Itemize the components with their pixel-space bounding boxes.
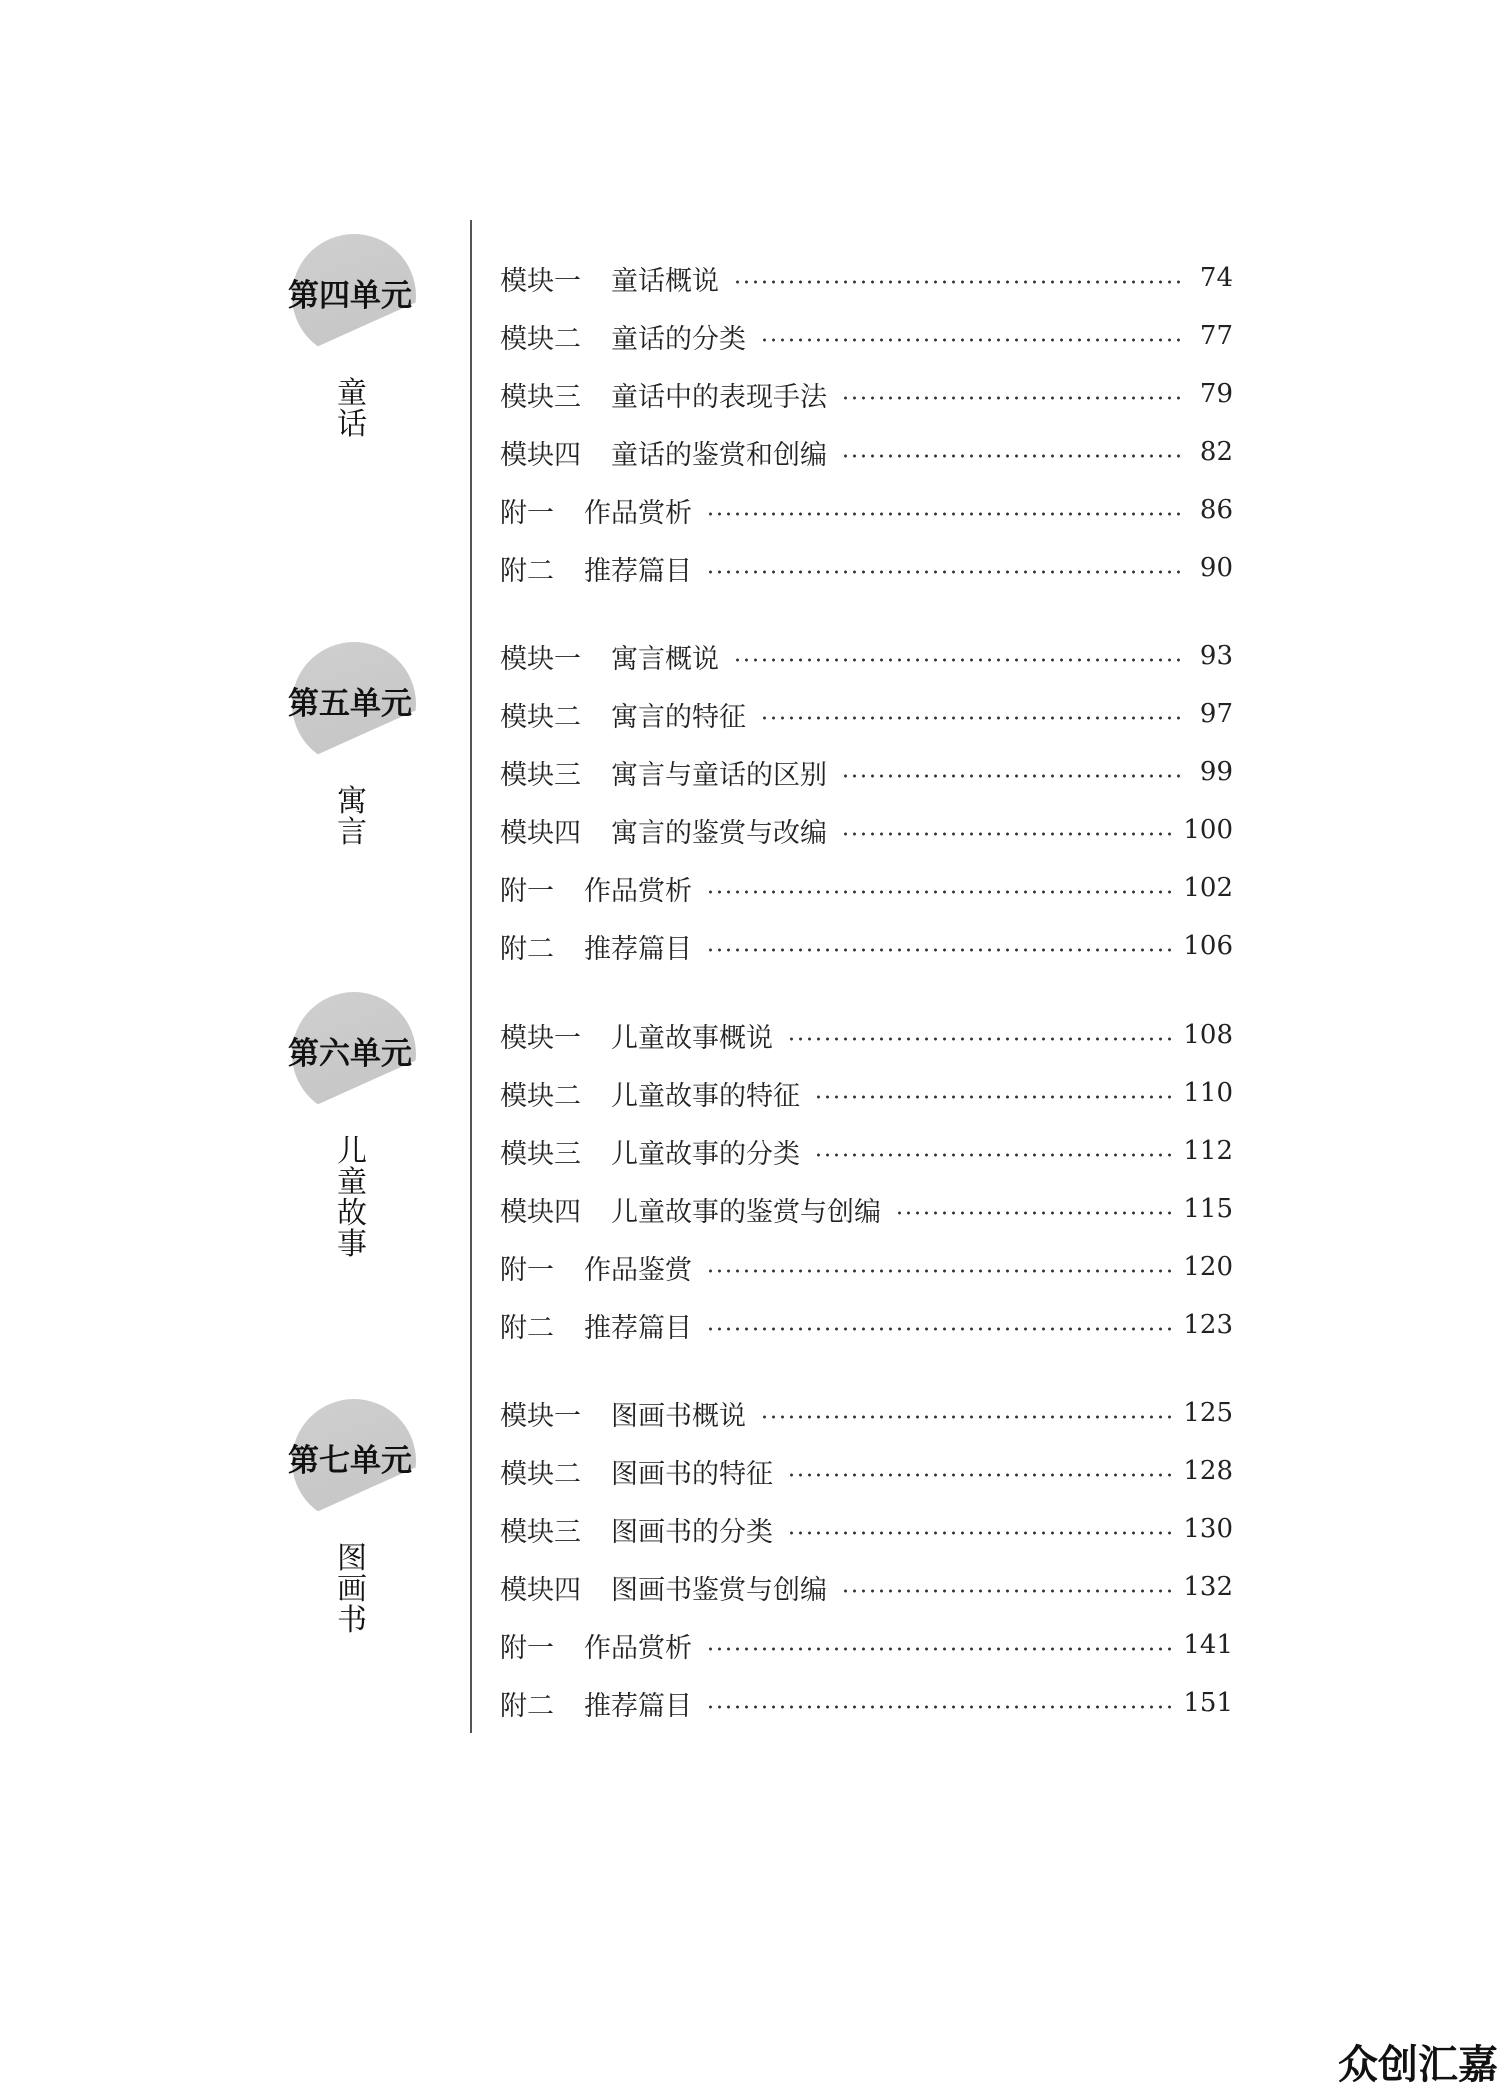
unit-label: 第七单元: [288, 1443, 412, 1479]
entry-page: 106: [1183, 931, 1233, 961]
entry-prefix: 附一: [500, 1632, 554, 1664]
entry-title: 儿童故事概说: [611, 1022, 773, 1054]
dot-leader: [787, 1037, 1171, 1041]
entry-page: 102: [1183, 873, 1233, 903]
entry-prefix: 模块四: [500, 817, 581, 849]
entry-prefix: 模块二: [500, 701, 581, 733]
entry-page: 108: [1183, 1020, 1233, 1050]
entry-page: 141: [1183, 1630, 1233, 1660]
dot-leader: [841, 396, 1181, 400]
toc-entry[interactable]: [500, 917, 1233, 975]
entry-title: 作品赏析: [584, 1632, 692, 1664]
entry-prefix: 模块一: [500, 1022, 581, 1054]
toc-entry[interactable]: [500, 423, 1233, 481]
toc-entry[interactable]: [500, 1442, 1233, 1500]
toc-group-unit-7: [500, 1384, 1233, 1732]
dot-leader: [841, 1589, 1171, 1593]
entry-title: 作品赏析: [584, 497, 692, 529]
toc-entry[interactable]: [500, 859, 1233, 917]
unit-heading-6: [282, 992, 432, 1260]
entry-prefix: 附一: [500, 1254, 554, 1286]
entry-prefix: 模块一: [500, 265, 581, 297]
unit-label: 第四单元: [288, 278, 412, 314]
toc-entry[interactable]: [500, 1616, 1233, 1674]
entry-title: 寓言的鉴赏与改编: [611, 817, 827, 849]
entry-page: 130: [1183, 1514, 1233, 1544]
unit-heading-4: [282, 234, 432, 440]
entry-title: 童话概说: [611, 265, 719, 297]
toc-entry[interactable]: [500, 1500, 1233, 1558]
unit-badge: [282, 1399, 432, 1519]
toc-entry[interactable]: [500, 1384, 1233, 1442]
entry-title: 图画书概说: [611, 1400, 746, 1432]
entry-page: 82: [1199, 437, 1233, 467]
entry-page: 99: [1199, 757, 1233, 787]
entry-page: 112: [1183, 1136, 1233, 1166]
entry-prefix: 模块四: [500, 439, 581, 471]
unit-subject: 寓言: [337, 784, 367, 850]
entry-prefix: 模块二: [500, 1458, 581, 1490]
entry-page: 100: [1183, 815, 1233, 845]
unit-subject: 图画书: [337, 1541, 367, 1638]
entry-prefix: 模块四: [500, 1196, 581, 1228]
entry-prefix: 模块三: [500, 759, 581, 791]
entry-page: 79: [1199, 379, 1233, 409]
entry-page: 74: [1199, 263, 1233, 293]
entry-title: 推荐篇目: [584, 933, 692, 965]
toc-entry[interactable]: [500, 801, 1233, 859]
entry-page: 120: [1183, 1252, 1233, 1282]
entry-prefix: 模块二: [500, 1080, 581, 1112]
unit-badge: [282, 992, 432, 1112]
toc-group-unit-4: [500, 249, 1233, 597]
entry-prefix: 模块三: [500, 381, 581, 413]
dot-leader: [733, 658, 1181, 662]
dot-leader: [841, 832, 1171, 836]
entry-page: 125: [1183, 1398, 1233, 1428]
entry-title: 作品赏析: [584, 875, 692, 907]
toc-entry[interactable]: [500, 481, 1233, 539]
toc-entry[interactable]: [500, 1238, 1233, 1296]
entry-page: 86: [1199, 495, 1233, 525]
entry-prefix: 附二: [500, 933, 554, 965]
dot-leader: [841, 774, 1181, 778]
toc-entry[interactable]: [500, 1122, 1233, 1180]
entry-title: 童话的鉴赏和创编: [611, 439, 827, 471]
dot-leader: [706, 1269, 1171, 1273]
dot-leader: [814, 1095, 1171, 1099]
toc-entry[interactable]: [500, 627, 1233, 685]
dot-leader: [706, 890, 1171, 894]
dot-leader: [760, 338, 1181, 342]
entry-page: 93: [1199, 641, 1233, 671]
toc-entry[interactable]: [500, 1296, 1233, 1354]
dot-leader: [706, 1647, 1171, 1651]
toc-entry[interactable]: [500, 1180, 1233, 1238]
unit-subject: 童话: [337, 376, 367, 442]
toc-entry[interactable]: [500, 1006, 1233, 1064]
entry-prefix: 模块一: [500, 1400, 581, 1432]
entry-prefix: 模块一: [500, 643, 581, 675]
entry-title: 童话中的表现手法: [611, 381, 827, 413]
entry-prefix: 附二: [500, 555, 554, 587]
entry-title: 儿童故事的分类: [611, 1138, 800, 1170]
entry-title: 推荐篇目: [584, 1312, 692, 1344]
unit-badge: [282, 642, 432, 762]
entry-title: 寓言的特征: [611, 701, 746, 733]
entry-title: 图画书的特征: [611, 1458, 773, 1490]
entry-prefix: 模块三: [500, 1138, 581, 1170]
dot-leader: [760, 1415, 1171, 1419]
entry-prefix: 模块四: [500, 1574, 581, 1606]
entry-title: 儿童故事的特征: [611, 1080, 800, 1112]
dot-leader: [706, 1705, 1171, 1709]
entry-title: 图画书的分类: [611, 1516, 773, 1548]
dot-leader: [706, 570, 1181, 574]
dot-leader: [706, 1327, 1171, 1331]
unit-subject: 儿童故事: [337, 1134, 367, 1262]
entry-page: 110: [1183, 1078, 1233, 1108]
unit-heading-7: [282, 1399, 432, 1636]
dot-leader: [760, 716, 1181, 720]
dot-leader: [787, 1473, 1171, 1477]
entry-page: 128: [1183, 1456, 1233, 1486]
entry-page: 151: [1183, 1688, 1233, 1718]
dot-leader: [706, 948, 1171, 952]
entry-prefix: 附一: [500, 875, 554, 907]
toc-group-unit-5: [500, 627, 1233, 975]
toc-entry[interactable]: [500, 1558, 1233, 1616]
toc-entry[interactable]: [500, 249, 1233, 307]
entry-title: 作品鉴赏: [584, 1254, 692, 1286]
entry-page: 123: [1183, 1310, 1233, 1340]
entry-title: 儿童故事的鉴赏与创编: [611, 1196, 881, 1228]
entry-page: 115: [1183, 1194, 1233, 1224]
entry-page: 90: [1199, 553, 1233, 583]
toc-entry[interactable]: [500, 1674, 1233, 1732]
unit-label: 第六单元: [288, 1036, 412, 1072]
entry-prefix: 模块二: [500, 323, 581, 355]
vertical-divider: [470, 220, 472, 1733]
entry-title: 推荐篇目: [584, 1690, 692, 1722]
toc-entry[interactable]: [500, 539, 1233, 597]
entry-title: 寓言与童话的区别: [611, 759, 827, 791]
dot-leader: [895, 1211, 1171, 1215]
entry-prefix: 模块三: [500, 1516, 581, 1548]
entry-prefix: 附一: [500, 497, 554, 529]
entry-prefix: 附二: [500, 1690, 554, 1722]
entry-page: 97: [1199, 699, 1233, 729]
entry-title: 童话的分类: [611, 323, 746, 355]
toc-entry[interactable]: [500, 307, 1233, 365]
dot-leader: [841, 454, 1181, 458]
dot-leader: [814, 1153, 1171, 1157]
toc-entry[interactable]: [500, 1064, 1233, 1122]
watermark-text: 众创汇嘉: [1338, 2042, 1498, 2088]
dot-leader: [706, 512, 1181, 516]
unit-badge: [282, 234, 432, 354]
entry-page: 132: [1183, 1572, 1233, 1602]
dot-leader: [733, 280, 1181, 284]
entry-title: 图画书鉴赏与创编: [611, 1574, 827, 1606]
dot-leader: [787, 1531, 1171, 1535]
toc-entry[interactable]: [500, 365, 1233, 423]
entry-page: 77: [1199, 321, 1233, 351]
entry-title: 寓言概说: [611, 643, 719, 675]
entry-title: 推荐篇目: [584, 555, 692, 587]
toc-entry[interactable]: [500, 743, 1233, 801]
unit-label: 第五单元: [288, 686, 412, 722]
toc-group-unit-6: [500, 1006, 1233, 1354]
toc-entry[interactable]: [500, 685, 1233, 743]
entry-prefix: 附二: [500, 1312, 554, 1344]
unit-heading-5: [282, 642, 432, 848]
